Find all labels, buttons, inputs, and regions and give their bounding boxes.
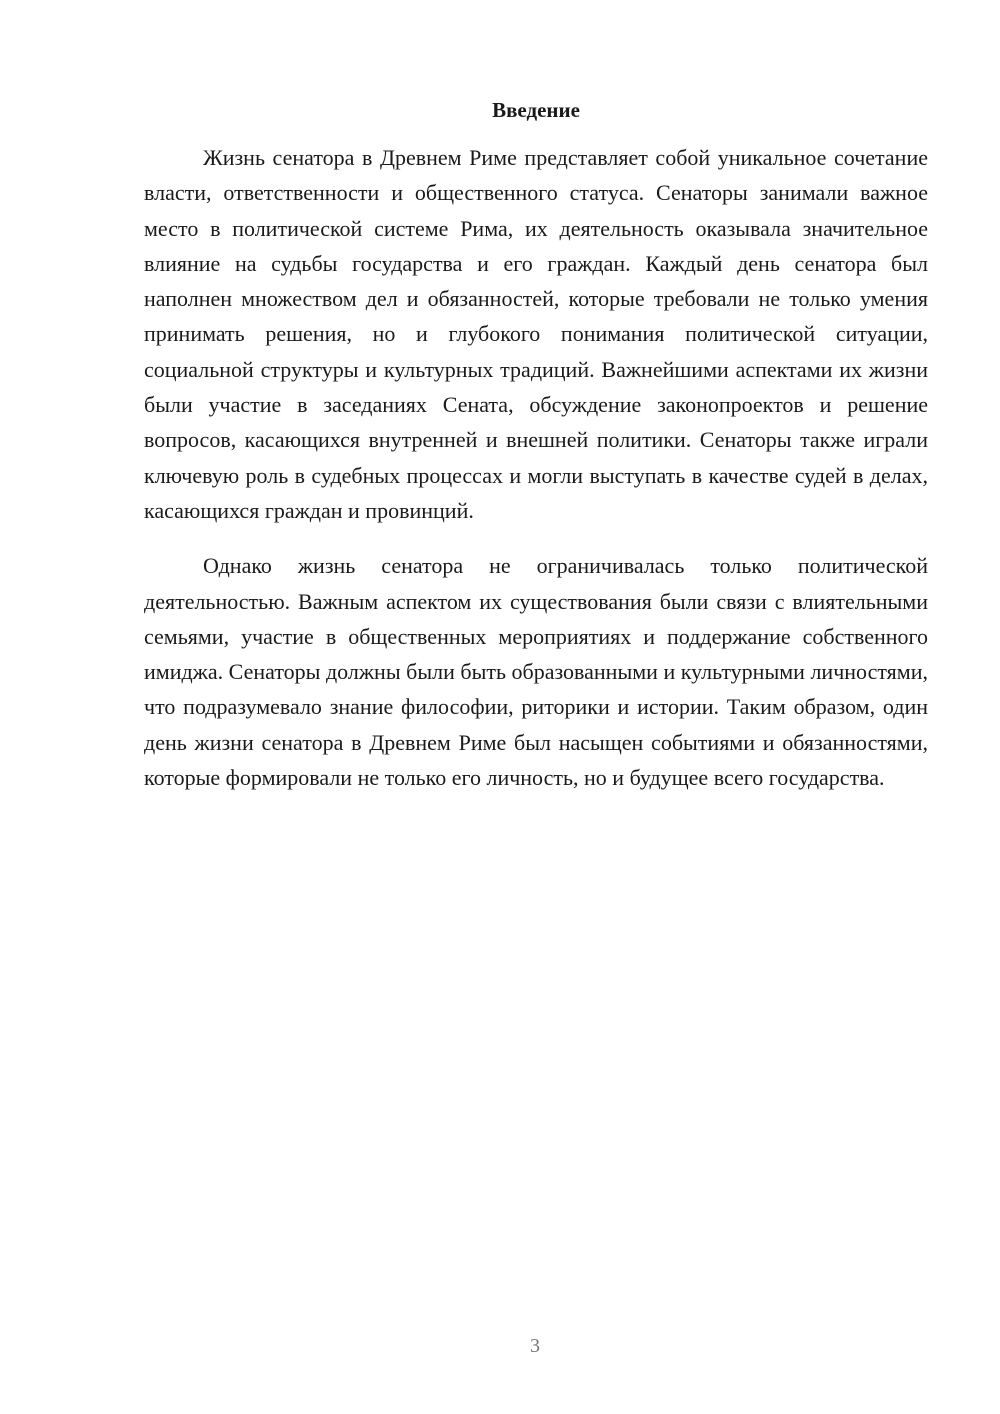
- section-title: Введение: [492, 98, 580, 122]
- paragraph-2: Однако жизнь сенатора не ограничивалась только политической деятельностью. Важным аспектом их существования были связи с влиятельными семьями, участие в общественных мероприятиях и поддержание собственного имиджа. Сенаторы должны были быть образованными и культурными личностями, что подразумевало знание философии, риторики и истории. Таким образом, один день жизни сенатора в Древнем Риме был насыщен событиями и обязанностями, которые формировали не только его личность, но и будущее всего государства.: [144, 553, 928, 791]
- document-body: [144, 94, 928, 795]
- paragraph-1: Жизнь сенатора в Древнем Риме представляет собой уникальное сочетание власти, ответственности и общественного статуса. Сенаторы занимали важное место в политической системе Рима, их деятельность оказывала значительное влияние на судьбы государства и его граждан. Каждый день сенатора был наполнен множеством дел и обязанностей, которые требовали не только умения принимать решения, но и глубокого понимания политической ситуации, социальной структуры и культурных традиций. Важнейшими аспектами их жизни были участие в заседаниях Сената, обсуждение законопроектов и решение вопросов, касающихся внутренней и внешней политики. Сенаторы также играли ключевую роль в судебных процессах и могли выступать в качестве судей в делах, касающихся граждан и провинций.: [144, 145, 928, 523]
- page-number: 3: [530, 1335, 540, 1357]
